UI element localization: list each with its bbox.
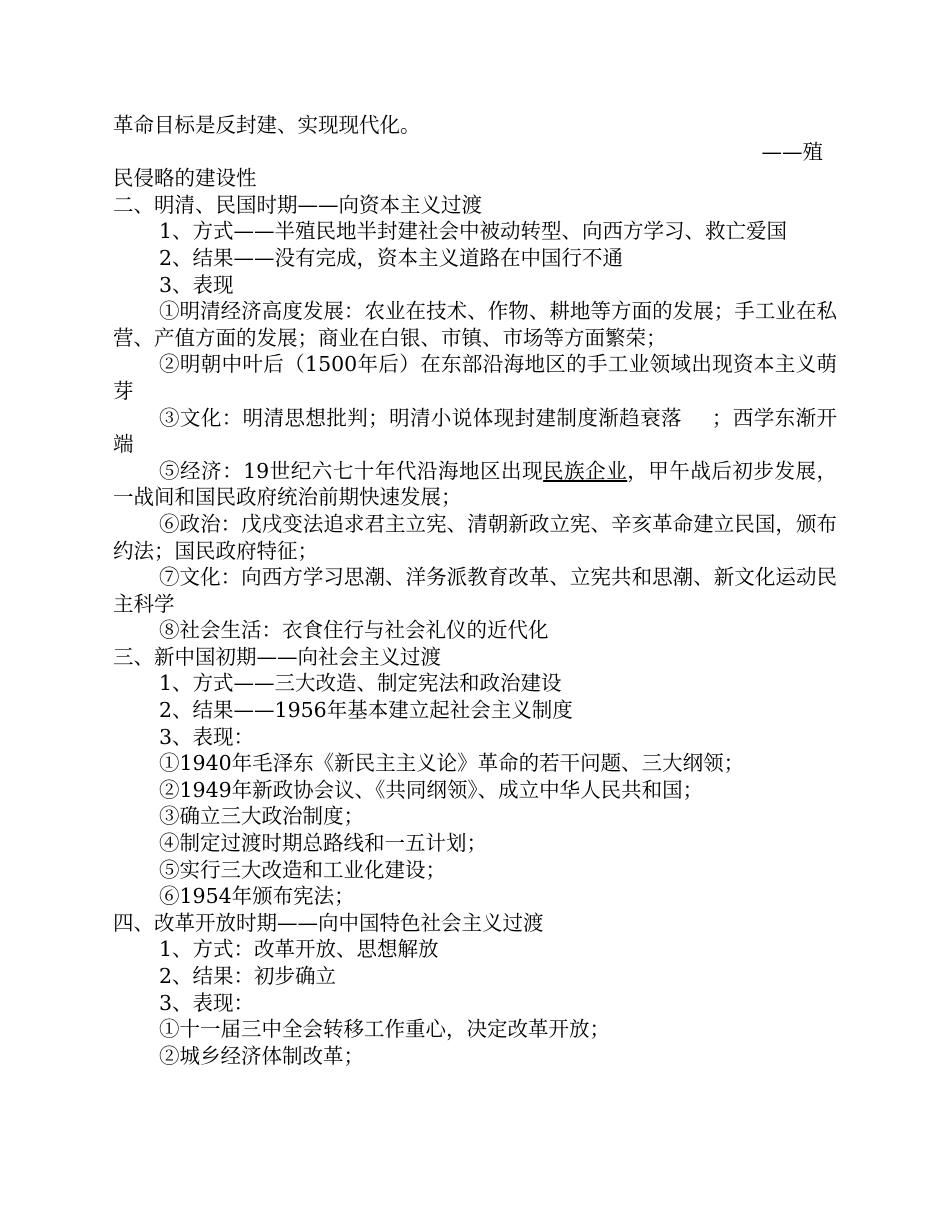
list-item: ②1949年新政协会议、《共同纲领》、成立中华人民共和国； [159, 777, 704, 802]
text-line: 民侵略的建设性 [113, 166, 257, 191]
list-item [113, 458, 837, 511]
list-item: 2、结果：初步确立 [159, 964, 337, 988]
list-item: 2、结果——没有完成，资本主义道路在中国行不通 [159, 245, 624, 270]
section-heading-3: 三、新中国初期——向社会主义过渡 [113, 644, 441, 669]
list-item: ②城乡经济体制改革； [159, 1043, 364, 1068]
list-item: ⑥1954年颁布宪法； [159, 884, 355, 909]
list-item: 1、方式：改革开放、思想解放 [159, 937, 439, 962]
text-line: ——殖 [761, 139, 823, 164]
text-span: ；西学东渐开端 [113, 405, 838, 457]
list-item [113, 405, 837, 458]
text-span: ③文化：明清思想批判；明清小说体现封建制度渐趋衰落 [159, 405, 682, 430]
list-item: ③确立三大政治制度； [159, 804, 364, 829]
section-heading-4: 四、改革开放时期——向中国特色社会主义过渡 [113, 910, 544, 935]
text-line: 革命目标是反封建、实现现代化。 [113, 113, 421, 137]
list-item: 3、表现： [159, 990, 255, 1015]
text-span: ，甲午战后初步发展，一战间和国民政府统治前期快速发展； [113, 458, 838, 510]
list-item: ⑤实行三大改造和工业化建设； [159, 857, 446, 882]
list-item: ①明清经济高度发展：农业在技术、作物、耕地等方面的发展；手工业在私营、产值方面的发展；商业在白银、市镇、市场等方面繁荣； [113, 299, 837, 350]
list-item: ①1940年毛泽东《新民主主义论》革命的若干问题、三大纲领； [159, 751, 745, 776]
list-item: ①十一届三中全会转移工作重心，决定改革开放； [159, 1017, 610, 1042]
text-span: ⑤经济：19世纪六七十年代沿海地区出现 [159, 458, 544, 483]
document-body [113, 112, 837, 1069]
underlined-term: 民族企业 [543, 458, 628, 483]
list-item: ④制定过渡时期总路线和一五计划； [159, 831, 487, 856]
list-item: ②明朝中叶后（1500年后）在东部沿海地区的手工业领域出现资本主义萌芽 [113, 352, 837, 403]
list-item: ⑧社会生活：衣食住行与社会礼仪的近代化 [159, 618, 549, 643]
list-item: 3、表现 [159, 272, 234, 297]
section-heading-2: 二、明清、民国时期——向资本主义过渡 [113, 192, 482, 217]
list-item: ⑦文化：向西方学习思潮、洋务派教育改革、立宪共和思潮、新文化运动民主科学 [113, 565, 837, 616]
list-item: 3、表现： [159, 724, 255, 749]
list-item: ⑥政治：戊戌变法追求君主立宪、清朝新政立宪、辛亥革命建立民国，颁布约法；国民政府特征； [113, 511, 837, 563]
list-item: 2、结果——1956年基本建立起社会主义制度 [159, 698, 573, 723]
list-item: 1、方式——三大改造、制定宪法和政治建设 [159, 671, 562, 696]
list-item: 1、方式——半殖民地半封建社会中被动转型、向西方学习、救亡爱国 [159, 219, 788, 244]
